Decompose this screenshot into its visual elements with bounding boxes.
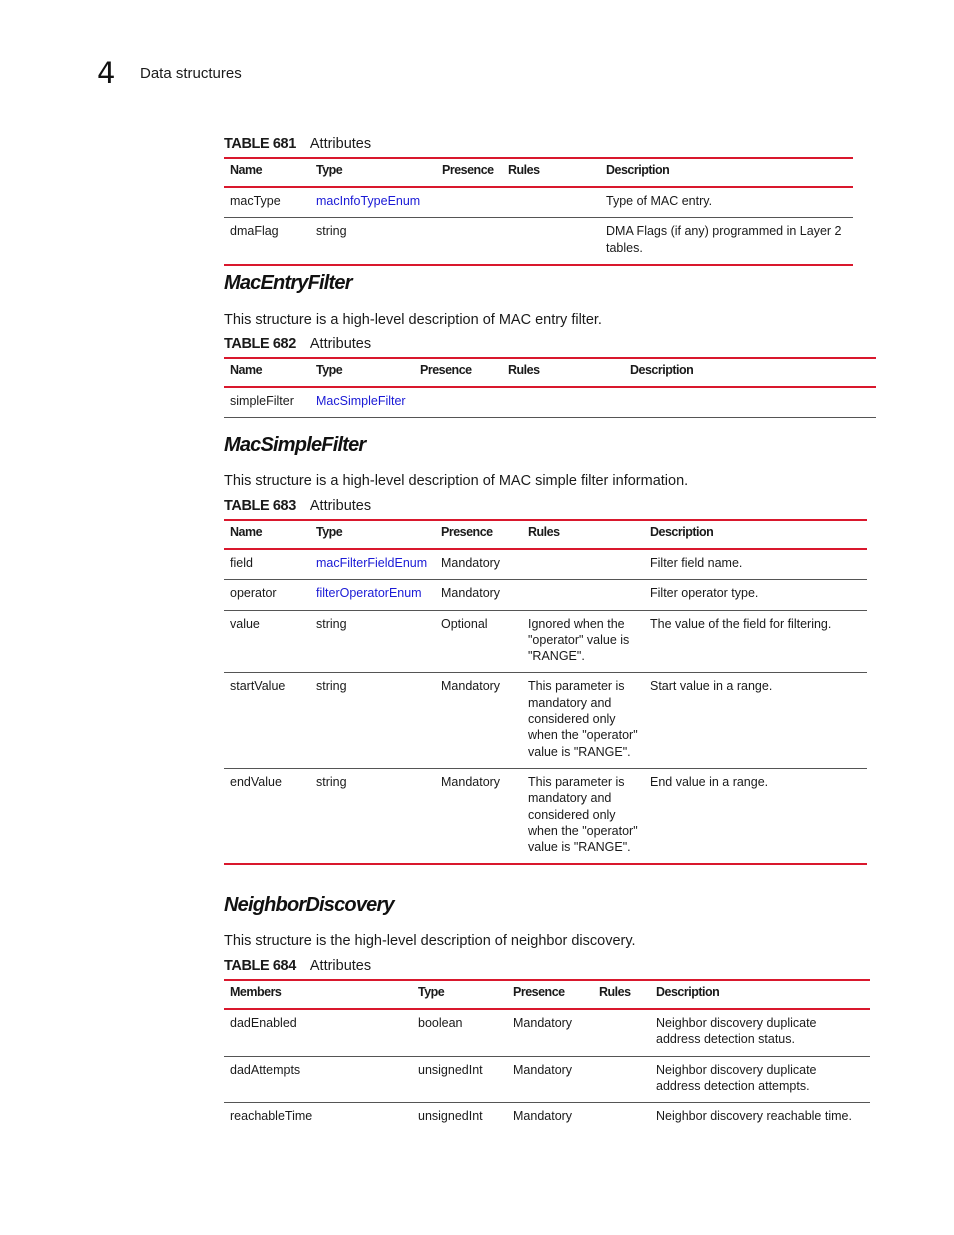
cell-presence: Mandatory bbox=[513, 1109, 573, 1124]
table-row bbox=[224, 1009, 870, 1056]
cell-presence: Optional bbox=[435, 610, 522, 673]
section-description: This structure is the high-level description of neighbor discovery. bbox=[224, 933, 636, 949]
column-header: Description bbox=[644, 520, 867, 549]
column-header: Type bbox=[310, 158, 436, 187]
cell-name: dmaFlag bbox=[224, 218, 310, 265]
cell-name: simpleFilter bbox=[224, 387, 310, 418]
cell-description: Start value in a range. bbox=[644, 673, 867, 768]
cell-presence: Mandatory bbox=[507, 1009, 593, 1056]
column-header: Description bbox=[650, 980, 870, 1009]
cell-name: operator bbox=[224, 580, 310, 610]
table-682-title: Attributes bbox=[309, 336, 372, 352]
cell-description: Filter field name. bbox=[644, 549, 867, 580]
table-683-caption bbox=[224, 498, 371, 514]
cell-presence bbox=[436, 187, 502, 218]
table-683-title: Attributes bbox=[309, 498, 372, 514]
cell-rules bbox=[593, 1056, 650, 1103]
cell-name: value bbox=[224, 610, 310, 673]
cell-type: string bbox=[310, 768, 435, 864]
table-header-row bbox=[224, 358, 876, 387]
cell-description: The value of the field for filtering. bbox=[644, 610, 867, 673]
cell-rules bbox=[522, 549, 644, 580]
cell-type: string bbox=[310, 218, 436, 265]
cell-rules bbox=[502, 218, 600, 265]
table-684-title: Attributes bbox=[309, 958, 372, 974]
cell-description: DMA Flags (if any) programmed in Layer 2 tables. bbox=[600, 218, 853, 265]
section-description: This structure is a high-level description of MAC entry filter. bbox=[224, 312, 602, 328]
cell-presence: Mandatory bbox=[507, 1056, 593, 1103]
cell-type: unsignedInt bbox=[412, 1056, 507, 1103]
table-681 bbox=[224, 157, 853, 266]
table-row bbox=[224, 1103, 870, 1133]
table-row bbox=[224, 387, 876, 418]
column-header: Name bbox=[224, 358, 310, 387]
cell-name: macType bbox=[224, 187, 310, 218]
cell-description: End value in a range. bbox=[644, 768, 867, 864]
column-header: Rules bbox=[522, 520, 644, 549]
cell-type: unsignedInt bbox=[418, 1109, 483, 1124]
cell-description: Neighbor discovery reachable time. bbox=[656, 1109, 852, 1124]
column-header: Description bbox=[624, 358, 876, 387]
table-684-label: TABLE 684 bbox=[224, 958, 296, 974]
table-683 bbox=[224, 519, 867, 865]
table-row bbox=[224, 1056, 870, 1103]
table-row bbox=[224, 673, 867, 768]
column-header: Description bbox=[600, 158, 853, 187]
chapter-title: Data structures bbox=[140, 65, 242, 82]
cell-name: field bbox=[224, 549, 310, 580]
cell-presence: Mandatory bbox=[435, 673, 522, 768]
cell-member: reachableTime bbox=[230, 1109, 313, 1124]
cell-type: string bbox=[310, 673, 435, 768]
cell-rules bbox=[593, 1009, 650, 1056]
column-header: Presence bbox=[436, 158, 502, 187]
cell-rules bbox=[593, 1103, 650, 1133]
cell-type: boolean bbox=[412, 1009, 507, 1056]
column-header: Rules bbox=[502, 158, 600, 187]
type-link[interactable]: macInfoTypeEnum bbox=[310, 187, 436, 218]
section-title-macentryfilter: MacEntryFilter bbox=[224, 272, 352, 294]
section-description: This structure is a high-level description of MAC simple filter information. bbox=[224, 473, 689, 489]
table-682-label: TABLE 682 bbox=[224, 336, 296, 352]
cell-description: Neighbor discovery duplicate address detection attempts. bbox=[650, 1056, 870, 1103]
chapter-number: 4 bbox=[97, 56, 116, 90]
table-684 bbox=[224, 979, 870, 1132]
cell-description: Filter operator type. bbox=[644, 580, 867, 610]
cell-description: Type of MAC entry. bbox=[600, 187, 853, 218]
table-header-row bbox=[224, 520, 867, 549]
table-row bbox=[224, 187, 853, 218]
table-682-caption bbox=[224, 336, 371, 352]
table-682 bbox=[224, 357, 876, 418]
cell-rules bbox=[502, 187, 600, 218]
cell-name: endValue bbox=[224, 768, 310, 864]
type-link[interactable]: filterOperatorEnum bbox=[310, 580, 435, 610]
cell-member: dadAttempts bbox=[224, 1056, 412, 1103]
cell-rules: Ignored when the "operator" value is "RANGE". bbox=[522, 610, 644, 673]
column-header: Rules bbox=[593, 980, 650, 1009]
cell-description: Neighbor discovery duplicate address detection status. bbox=[650, 1009, 870, 1056]
cell-name: startValue bbox=[224, 673, 310, 768]
table-683-label: TABLE 683 bbox=[224, 498, 296, 514]
cell-rules bbox=[522, 580, 644, 610]
column-header: Type bbox=[310, 520, 435, 549]
section-title-macsimplefilter: MacSimpleFilter bbox=[224, 434, 366, 456]
column-header: Name bbox=[224, 520, 310, 549]
cell-description bbox=[624, 387, 876, 418]
cell-type: string bbox=[310, 610, 435, 673]
column-header: Type bbox=[310, 358, 414, 387]
cell-rules: This parameter is mandatory and considered only when the "operator" value is "RANGE". bbox=[522, 768, 644, 864]
cell-presence: Mandatory bbox=[435, 580, 522, 610]
cell-presence: Mandatory bbox=[435, 549, 522, 580]
table-header-row bbox=[224, 158, 853, 187]
cell-presence bbox=[414, 387, 502, 418]
section-title-neighbordiscovery: NeighborDiscovery bbox=[224, 894, 394, 916]
column-header: Presence bbox=[435, 520, 522, 549]
table-row bbox=[224, 610, 867, 673]
table-header-row bbox=[224, 980, 870, 1009]
table-681-caption bbox=[224, 136, 371, 152]
cell-rules bbox=[502, 387, 624, 418]
column-header: Rules bbox=[502, 358, 624, 387]
table-684-caption bbox=[224, 958, 371, 974]
table-681-title: Attributes bbox=[309, 136, 372, 152]
cell-member: dadEnabled bbox=[224, 1009, 412, 1056]
column-header: Name bbox=[224, 158, 310, 187]
column-header: Presence bbox=[414, 358, 502, 387]
table-681-label: TABLE 681 bbox=[224, 136, 296, 152]
table-row bbox=[224, 218, 853, 265]
column-header: Type bbox=[412, 980, 507, 1009]
column-header: Members bbox=[224, 980, 412, 1009]
cell-presence: Mandatory bbox=[435, 768, 522, 864]
table-row bbox=[224, 580, 867, 610]
cell-rules: This parameter is mandatory and considered only when the "operator" value is "RANGE". bbox=[522, 673, 644, 768]
cell-presence bbox=[436, 218, 502, 265]
column-header: Presence bbox=[507, 980, 593, 1009]
type-link[interactable]: MacSimpleFilter bbox=[310, 387, 414, 418]
table-row bbox=[224, 768, 867, 864]
type-link[interactable]: macFilterFieldEnum bbox=[310, 549, 435, 580]
table-row bbox=[224, 549, 867, 580]
